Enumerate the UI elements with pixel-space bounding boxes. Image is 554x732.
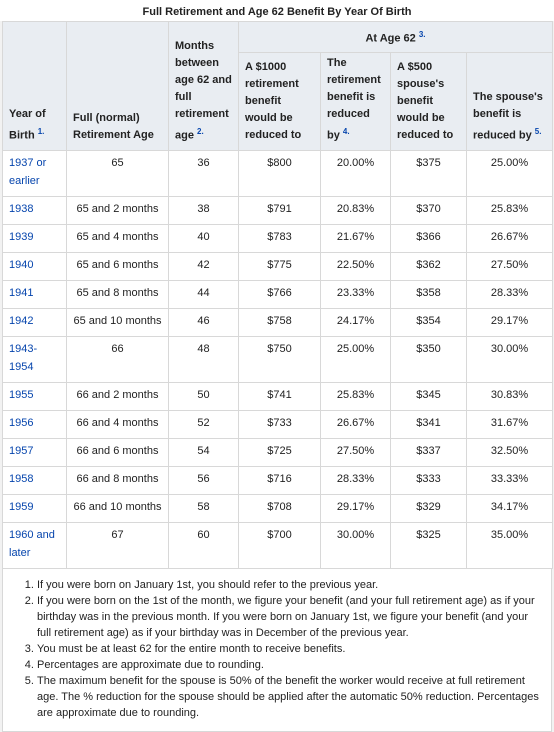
months-cell: 40	[169, 225, 239, 253]
spouse-pct-cell: 30.00%	[467, 337, 553, 383]
spouse-cell: $325	[391, 523, 467, 569]
year-link[interactable]: 1957	[3, 439, 67, 467]
header-year: Year of Birth $^{1.}$	[3, 22, 67, 151]
benefit-cell: $750	[239, 337, 321, 383]
footnotes	[2, 569, 552, 732]
benefit-cell: $791	[239, 197, 321, 225]
benefit-cell: $800	[239, 151, 321, 197]
fra-cell: 67	[67, 523, 169, 569]
fra-cell: 66	[67, 337, 169, 383]
footnote-ref-3[interactable]: 3.	[418, 30, 426, 39]
months-cell: 52	[169, 411, 239, 439]
pct-cell: 26.67%	[321, 411, 391, 439]
fra-cell: 66 and 2 months	[67, 383, 169, 411]
year-link[interactable]: 1939	[3, 225, 67, 253]
spouse-pct-cell: 25.00%	[467, 151, 553, 197]
fra-cell: 65	[67, 151, 169, 197]
benefit-table	[2, 21, 553, 569]
header-1000: A $1000 retirement benefit would be reduced to	[239, 52, 321, 151]
header-age62-group: At Age 62 $^{3.}$	[239, 22, 553, 53]
spouse-cell: $333	[391, 467, 467, 495]
fra-cell: 65 and 10 months	[67, 309, 169, 337]
spouse-pct-cell: 28.33%	[467, 281, 553, 309]
footnote-ref-5[interactable]: 5.	[534, 126, 542, 136]
fra-cell: 65 and 8 months	[67, 281, 169, 309]
spouse-pct-cell: 35.00%	[467, 523, 553, 569]
table-row	[3, 439, 553, 467]
months-cell: 54	[169, 439, 239, 467]
header-fra: Full (normal) Retirement Age	[67, 22, 169, 151]
year-link[interactable]: 1942	[3, 309, 67, 337]
spouse-cell: $358	[391, 281, 467, 309]
pct-cell: 24.17%	[321, 309, 391, 337]
benefit-cell: $716	[239, 467, 321, 495]
table-row	[3, 411, 553, 439]
benefit-cell: $741	[239, 383, 321, 411]
months-cell: 42	[169, 253, 239, 281]
months-cell: 60	[169, 523, 239, 569]
spouse-cell: $370	[391, 197, 467, 225]
footnote-2: 2. If you were born on the 1st of the month, we figure your benefit (and your full retirement age) as if your birthday was in the previous month. If you were born on January 1st, we figure your benefit (and your full retirement age) as if your birthday was in December of the previous year.	[37, 593, 539, 641]
fra-cell: 66 and 4 months	[67, 411, 169, 439]
table-row	[3, 253, 553, 281]
footnote-4: 4. Percentages are approximate due to rounding.	[37, 657, 539, 673]
fra-cell: 65 and 6 months	[67, 253, 169, 281]
fra-cell: 66 and 8 months	[67, 467, 169, 495]
spouse-cell: $337	[391, 439, 467, 467]
year-link[interactable]: 1960 and later	[3, 523, 67, 569]
pct-cell: 21.67%	[321, 225, 391, 253]
spouse-pct-cell: 29.17%	[467, 309, 553, 337]
spouse-cell: $362	[391, 253, 467, 281]
months-cell: 46	[169, 309, 239, 337]
months-cell: 48	[169, 337, 239, 383]
year-link[interactable]: 1938	[3, 197, 67, 225]
spouse-pct-cell: 25.83%	[467, 197, 553, 225]
months-cell: 44	[169, 281, 239, 309]
spouse-pct-cell: 31.67%	[467, 411, 553, 439]
header-months: Months between age 62 and full retirement age $^{2.}$	[169, 22, 239, 151]
year-link[interactable]: 1959	[3, 495, 67, 523]
months-cell: 36	[169, 151, 239, 197]
pct-cell: 30.00%	[321, 523, 391, 569]
table-row	[3, 337, 553, 383]
pct-cell: 29.17%	[321, 495, 391, 523]
months-cell: 50	[169, 383, 239, 411]
table-row	[3, 495, 553, 523]
pct-cell: 20.83%	[321, 197, 391, 225]
year-link[interactable]: 1956	[3, 411, 67, 439]
spouse-pct-cell: 33.33%	[467, 467, 553, 495]
months-cell: 58	[169, 495, 239, 523]
fra-cell: 66 and 6 months	[67, 439, 169, 467]
footnote-ref-1[interactable]: 1.	[37, 126, 45, 136]
pct-cell: 25.83%	[321, 383, 391, 411]
year-link[interactable]: 1955	[3, 383, 67, 411]
spouse-cell: $345	[391, 383, 467, 411]
footnote-1: 1. If you were born on January 1st, you should refer to the previous year.	[37, 577, 539, 593]
pct-cell: 28.33%	[321, 467, 391, 495]
fra-cell: 65 and 2 months	[67, 197, 169, 225]
table-row	[3, 523, 553, 569]
pct-cell: 27.50%	[321, 439, 391, 467]
pct-cell: 22.50%	[321, 253, 391, 281]
benefit-cell: $700	[239, 523, 321, 569]
spouse-pct-cell: 27.50%	[467, 253, 553, 281]
year-link[interactable]: 1941	[3, 281, 67, 309]
pct-cell: 25.00%	[321, 337, 391, 383]
benefit-cell: $708	[239, 495, 321, 523]
footnote-ref-2[interactable]: 2.	[197, 126, 204, 136]
header-500: A $500 spouse's benefit would be reduced to	[391, 52, 467, 151]
benefit-cell: $775	[239, 253, 321, 281]
months-cell: 56	[169, 467, 239, 495]
pct-cell: 20.00%	[321, 151, 391, 197]
spouse-cell: $329	[391, 495, 467, 523]
benefit-cell: $766	[239, 281, 321, 309]
table-row	[3, 383, 553, 411]
fra-cell: 66 and 10 months	[67, 495, 169, 523]
footnote-ref-4[interactable]: 4.	[342, 126, 350, 136]
spouse-pct-cell: 26.67%	[467, 225, 553, 253]
year-link[interactable]: 1958	[3, 467, 67, 495]
months-cell: 38	[169, 197, 239, 225]
benefit-cell: $733	[239, 411, 321, 439]
table-row	[3, 281, 553, 309]
spouse-cell: $366	[391, 225, 467, 253]
benefit-cell: $783	[239, 225, 321, 253]
footnote-3: 3. You must be at least 62 for the entire month to receive benefits.	[37, 641, 539, 657]
spouse-pct-cell: 32.50%	[467, 439, 553, 467]
table-row	[3, 197, 553, 225]
fra-cell: 65 and 4 months	[67, 225, 169, 253]
table-row	[3, 467, 553, 495]
benefit-cell: $725	[239, 439, 321, 467]
table-row	[3, 225, 553, 253]
table-row	[3, 309, 553, 337]
spouse-cell: $375	[391, 151, 467, 197]
spouse-pct-cell: 34.17%	[467, 495, 553, 523]
footnote-5: 5. The maximum benefit for the spouse is 50% of the benefit the worker would receive at full retirement age. The % reduction for the spouse should be applied after the automatic 50% reduction. Percentages are approximate due to rounding.	[37, 673, 539, 721]
spouse-cell: $341	[391, 411, 467, 439]
header-pct: The retirement benefit is reduced by $^{4.}$	[321, 52, 391, 151]
spouse-pct-cell: 30.83%	[467, 383, 553, 411]
table-row	[3, 151, 553, 197]
year-link[interactable]: 1940	[3, 253, 67, 281]
year-link[interactable]: 1937 or earlier	[3, 151, 67, 197]
pct-cell: 23.33%	[321, 281, 391, 309]
table-title: Full Retirement and Age 62 Benefit By Year Of Birth	[0, 0, 554, 21]
spouse-cell: $354	[391, 309, 467, 337]
benefit-cell: $758	[239, 309, 321, 337]
header-spouse-pct: The spouse's benefit is reduced by $^{5.}$	[467, 52, 553, 151]
year-link[interactable]: 1943-1954	[3, 337, 67, 383]
spouse-cell: $350	[391, 337, 467, 383]
